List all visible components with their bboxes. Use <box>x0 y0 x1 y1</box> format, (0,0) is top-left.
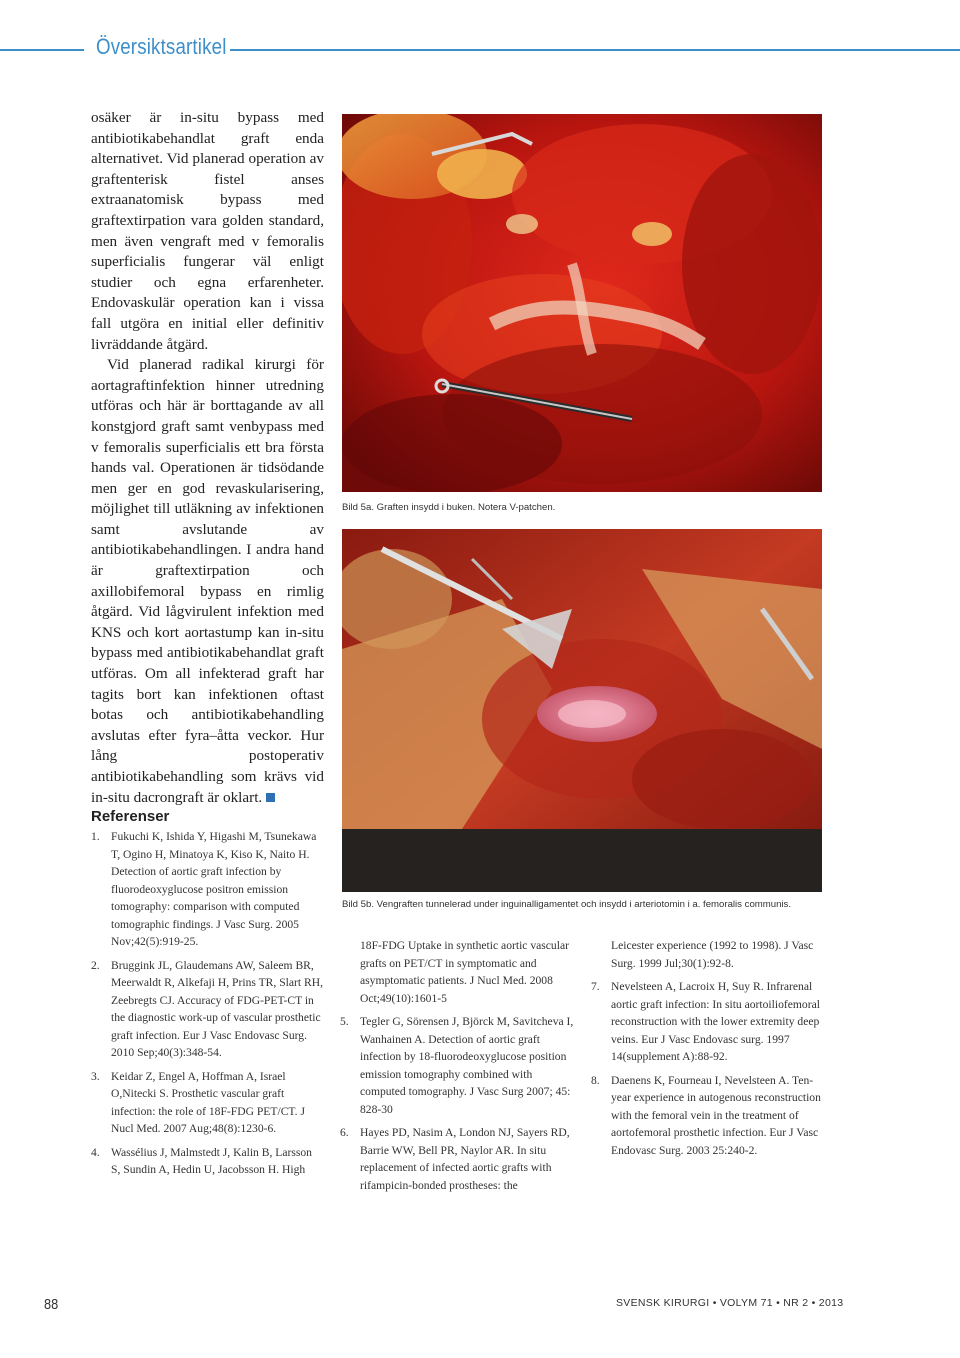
surgical-photo-5b-image <box>342 529 822 892</box>
reference-number: 3. <box>91 1069 100 1083</box>
figure-caption-5b: Bild 5b. Vengraften tunnelerad under inguinalligamentet och insydd i arteriotomin i a. femoralis communis. <box>342 899 792 910</box>
reference-text: Nevelsteen A, Lacroix H, Suy R. Infrarenal aortic graft infection: In situ aortoiliofemoral reconstruction with the lower extremity deep veins. Eur J Vasc Endovasc surg. 1997 14(supplement A):88-92. <box>611 980 820 1063</box>
references-column-1 <box>91 828 323 1185</box>
reference-number: 4. <box>91 1145 100 1159</box>
reference-item <box>91 828 323 951</box>
surgical-photo-5b <box>342 529 822 892</box>
surgical-photo-5a-image <box>342 114 822 492</box>
reference-item <box>91 957 323 1062</box>
body-paragraph-text: osäker är in-situ bypass med antibiotikabehandlat graft enda alternativet. Vid planerad operation av graftenterisk fistel anses extraanatomisk bypass med graftextirpation vara golden standard, men även vengraft med v femoralis superficialis fungerar väl enligt studier och egna erfarenheter. Endovaskulär operation kan i vissa fall utgöra en initial eller definitiv livräddande åtgärd. <box>91 109 324 353</box>
header-rule-left <box>0 49 84 51</box>
reference-number: 7. <box>591 980 600 993</box>
header-rule-right <box>230 49 960 51</box>
reference-text: Wassélius J, Malmstedt J, Kalin B, Larsson S, Sundin A, Hedin U, Jacobsson H. High <box>111 1145 312 1176</box>
reference-text: Daenens K, Fourneau I, Nevelsteen A. Ten-year experience in autogenous reconstruction with the femoral vein in the treatment of aortofemoral prosthetic infection. Eur J Vasc Endovasc Surg. 2003 25:240-2. <box>611 1073 821 1157</box>
reference-text: 18F-FDG Uptake in synthetic aortic vascular grafts on PET/CT in symptomatic and asymptomatic patients. J Nucl Med. 2008 Oct;49(10):1601-5 <box>360 939 569 1005</box>
references-column-2 <box>340 937 580 1200</box>
reference-number: 6. <box>340 1126 349 1139</box>
reference-number: 5. <box>340 1015 349 1028</box>
body-paragraph-text: Vid planerad radikal kirurgi för aortagraftinfektion hinner utredning utföras och här är borttagande av all konstgjord graft samt venbypass med v femoralis superficialis ett bra första hands val. Operationen är tidsödande men ger en god revaskularisering, möjlighet till utläkning av infektionen samt avslutande av antibiotikabehandlingen. I andra hand är graftextirpation och axillobifemoral bypass en rimlig åtgärd. Vid lågvirulent infektion med KNS och kort aortastump kan in-situ bypass med antibiotikabehandlat graft utföras. Om all infekterad graft har tagits bort kan infektionen oftast botas och antibiotikabehandling avslutas efter fyra–åtta veckor. Hur lång postoperativ antibiotikabehandling som krävs vid in-situ dacrongraft är oklart. <box>91 356 324 806</box>
journal-footer: SVENSK KIRURGI • VOLYM 71 • NR 2 • 2013 <box>616 1297 844 1309</box>
reference-text: Hayes PD, Nasim A, London NJ, Sayers RD, Barrie WW, Bell PR, Naylor AR. In situ replacement of infected aortic grafts with rifampicin-bonded prostheses: the <box>360 1126 570 1192</box>
reference-item <box>340 1013 580 1118</box>
reference-item <box>591 1072 827 1160</box>
article-end-mark <box>266 793 275 802</box>
reference-item <box>91 1144 323 1179</box>
references-column-3 <box>591 937 827 1165</box>
article-body-column <box>91 108 324 808</box>
section-label: Översiktsartikel <box>96 34 227 59</box>
figure-caption-5a: Bild 5a. Graften insydd i buken. Notera V-patchen. <box>342 502 556 513</box>
reference-text: Bruggink JL, Glaudemans AW, Saleem BR, Meerwaldt R, Alkefaji H, Prins TR, Slart RH, Zeebregts CJ. Accuracy of FDG-PET-CT in the diagnostic work-up of vascular prosthetic graft infection. Eur J Vasc Endovasc Surg. 2010 Sep;40(3):348-54. <box>111 958 323 1059</box>
surgical-photo-5a <box>342 114 822 492</box>
reference-text: Leicester experience (1992 to 1998). J Vasc Surg. 1999 Jul;30(1):92-8. <box>611 939 814 970</box>
reference-number: 1. <box>91 830 100 843</box>
reference-text: Keidar Z, Engel A, Hoffman A, Israel O,Nitecki S. Prosthetic vascular graft infection: the role of 18F-FDG PET/CT. J Nucl Med. 2007 Aug;48(8):1230-6. <box>111 1069 305 1135</box>
body-paragraph <box>91 108 324 355</box>
reference-item-continued <box>340 937 580 1007</box>
reference-number: 2. <box>91 958 100 972</box>
page-number: 88 <box>44 1296 59 1313</box>
reference-item-continued <box>591 937 827 972</box>
references-heading: Referenser <box>91 808 170 825</box>
reference-number: 8. <box>591 1073 600 1087</box>
body-paragraph <box>91 355 324 808</box>
reference-item <box>340 1124 580 1194</box>
reference-text: Fukuchi K, Ishida Y, Higashi M, Tsunekawa T, Ogino H, Minatoya K, Kiso K, Naito H. Detection of aortic graft infection by fluorodeoxyglucose positron emission tomography: comparison with computed tomographic findings. J Vasc Surg. 2005 Nov;42(5):919-25. <box>111 830 317 948</box>
reference-item <box>591 978 827 1066</box>
reference-text: Tegler G, Sörensen J, Björck M, Savitcheva I, Wanhainen A. Detection of aortic graft infection by 18-fluorodeoxyglucose position emission tomography combined with computed tomography. J Vasc Surg 2007; 45: 828-30 <box>360 1015 574 1116</box>
reference-item <box>91 1068 323 1138</box>
